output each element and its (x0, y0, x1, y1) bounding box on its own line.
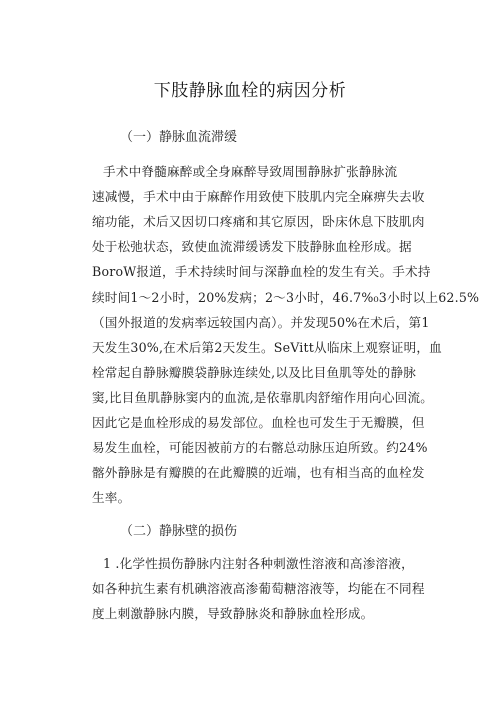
section-2-line: 1 .化学性损伤静脉内注射各种刺激性溶液和高渗溶液， (103, 556, 414, 571)
section-1-line: 窦,比目鱼肌静脉窦内的血流,是依靠肌肉舒缩作用向心回流。 (92, 390, 434, 405)
section-1-line: 手术中脊髓麻醉或全身麻醉导致周围静脉扩张静脉流 (103, 164, 398, 179)
section-1-line: 栓常起自静脉瓣膜袋静脉连续处,以及比目鱼肌等处的静脉 (92, 365, 417, 380)
section-1-line: 髂外静脉是有瓣膜的在此瓣膜的近端，也有相当高的血栓发 (92, 465, 425, 480)
section-1-line: 速减慢，手术中由于麻醉作用致使下肢肌内完全麻痹失去收 (92, 189, 425, 204)
section-1-line: 续时间1〜2小时，20%发病；2〜3小时，46.7%₀3小时以上62.5% (92, 290, 480, 305)
section-1-line: 因此它是血栓形成的易发部位。血栓也可发生于无瓣膜，但 (92, 415, 425, 430)
section-1-line: 易发生血栓，可能因被前方的右髂总动脉压迫所致。约24% (92, 440, 428, 455)
section-2-line: 如各种抗生素有机碘溶液高渗葡萄糖溶液等，均能在不同程 (92, 581, 425, 596)
section-1-line: BoroW报道，手术持续时间与深静血栓的发生有关。手术持 (92, 264, 431, 279)
section-1-line: 缩功能，术后又因切口疼痛和其它原因，卧床休息下肢肌肉 (92, 214, 425, 229)
document-title: 下肢静脉血栓的病因分析 (153, 81, 347, 101)
section-2-heading: （二）静脉壁的损伤 (120, 524, 238, 539)
section-2-line: 度上刺激静脉内膜，导致静脉炎和静脉血栓形成。 (92, 606, 374, 621)
section-1-line: 天发生30%,在术后第2天发生。SeVitt从临床上观察证明，血 (92, 340, 442, 355)
section-1-line: 生率。 (92, 490, 131, 505)
section-1-line: 处于松弛状态，致使血流滞缓诱发下肢静脉血栓形成。据 (92, 239, 412, 254)
section-1-line: （国外报道的发病率远较国内高）。并发现50%在术后，第1 (92, 315, 430, 330)
section-1-heading: （一）静脉血流滞缓 (120, 130, 238, 145)
